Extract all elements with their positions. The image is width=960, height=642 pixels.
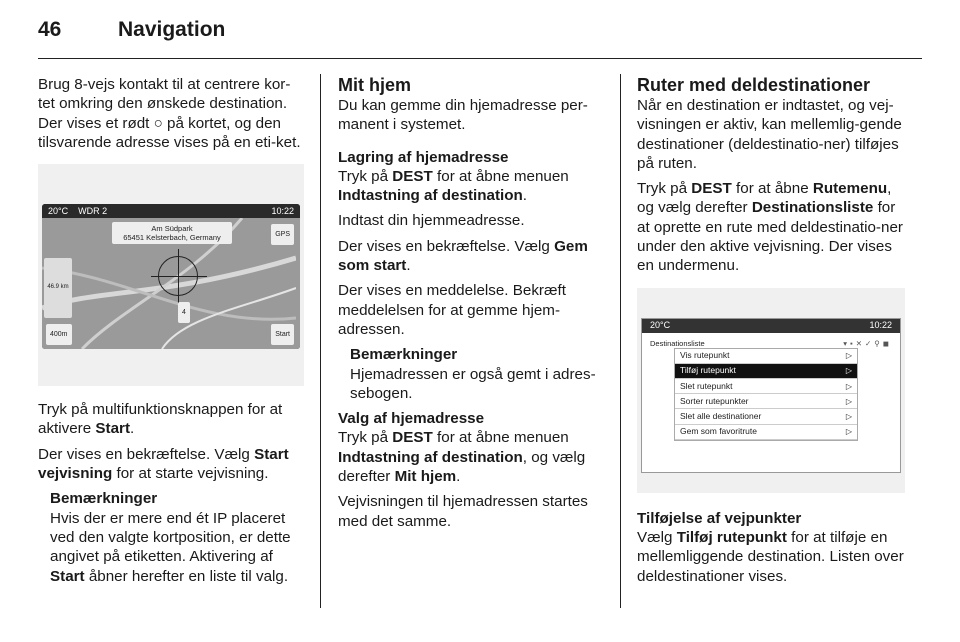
clock: 10:22 bbox=[869, 320, 892, 331]
paragraph: Tryk på multifunktionsknappen for at aktivere Start. bbox=[38, 401, 283, 438]
page-title: Navigation bbox=[118, 18, 226, 41]
menu-item-label: Gem som favoritrute bbox=[680, 426, 757, 437]
column-1 bbox=[38, 75, 304, 586]
subheading: Valg af hjemadresse bbox=[338, 410, 485, 428]
chevron-right-icon: ▷ bbox=[845, 396, 852, 406]
page-number: 46 bbox=[38, 18, 62, 41]
menu-item-label: Sorter rutepunkter bbox=[680, 395, 749, 406]
column-divider bbox=[320, 74, 321, 608]
menu-item-label: Slet alle destinationer bbox=[680, 410, 762, 421]
note-title: Bemærkninger bbox=[350, 346, 458, 364]
paragraph: Der vises en bekræftelse. Vælg Start vejvisning for at starte vejvisning. bbox=[38, 445, 289, 483]
status-icons: ▾▪✕✓⚲◼ bbox=[843, 338, 892, 348]
map-view bbox=[42, 218, 300, 349]
map-side-panel: 46.9 km bbox=[44, 258, 72, 318]
menu-item-label: Slet rutepunkt bbox=[680, 380, 733, 391]
scale-label: 400m bbox=[46, 324, 72, 345]
note-text: Hvis der er mere end ét IP placeret ved den valgte kortposition, er dette angivet på etiketten. Aktivering af Start åbner herefter en liste til valg. bbox=[50, 509, 291, 585]
clock: 10:22 bbox=[271, 205, 294, 216]
start-button[interactable]: Start bbox=[271, 324, 294, 345]
paragraph: Tryk på DEST for at åbne Rutemenu, og vælg derefter Destinationsliste for at oprette en rute med deldestinatio-ner under den aktive vejvisning. Der vises en undermenu. bbox=[637, 180, 903, 275]
column-2 bbox=[338, 75, 604, 537]
column-3 bbox=[637, 75, 905, 592]
header-rule bbox=[38, 58, 922, 59]
paragraph: Tryk på DEST for at åbne menuen Indtastning af destination, og vælg derefter Mit hjem. bbox=[338, 429, 586, 486]
temperature: 20°C bbox=[48, 205, 69, 216]
note-text: Hjemadressen er også gemt i adres-sebogen. bbox=[350, 365, 596, 402]
gps-button[interactable]: GPS bbox=[271, 224, 294, 245]
menu-figure bbox=[637, 288, 905, 493]
menu-subtitle-bar bbox=[642, 333, 900, 348]
paragraph: Der vises en meddelelse. Bekræft meddelelsen for at gemme hjem-adressen. bbox=[338, 282, 566, 338]
menu-item[interactable] bbox=[675, 425, 857, 440]
menu-item-label: Vis rutepunkt bbox=[680, 350, 730, 361]
paragraph: Indtast din hjemmeadresse. bbox=[338, 212, 525, 230]
destination-list bbox=[674, 348, 858, 441]
paragraph: Når en destination er indtastet, og vej-visningen er aktiv, kan mellemlig-gende destinationer (deldestinatio-ner) tilføjes på ruten. bbox=[637, 97, 902, 172]
chevron-right-icon: ▷ bbox=[845, 366, 852, 376]
chevron-right-icon: ▷ bbox=[845, 411, 852, 421]
paragraph: Du kan gemme din hjemadresse per-manent i systemet. bbox=[338, 97, 588, 134]
paragraph: Brug 8-vejs kontakt til at centrere kor-tet omkring den ønskede destination. Der vises et rødt ○ på kortet, og den tilsvarende adresse vises på en eti-ket. bbox=[38, 76, 301, 151]
section-heading: Mit hjem bbox=[338, 75, 412, 95]
map-status-bar bbox=[42, 204, 300, 218]
address-label: Am Südpark 65451 Kelsterbach, Germany bbox=[112, 222, 232, 244]
chevron-right-icon: ▷ bbox=[845, 427, 852, 437]
column-divider bbox=[620, 74, 621, 608]
subheading: Lagring af hjemadresse bbox=[338, 148, 509, 166]
note bbox=[38, 489, 304, 585]
map-figure bbox=[38, 164, 304, 386]
temperature: 20°C bbox=[650, 320, 671, 331]
paragraph: Vælg Tilføj rutepunkt for at tilføje en mellemliggende destination. Listen over deldestinationer vises. bbox=[637, 528, 904, 585]
chevron-right-icon: ▷ bbox=[845, 381, 852, 391]
subheading: Tilføjelse af vejpunkter bbox=[637, 509, 802, 527]
radio-station: WDR 2 bbox=[78, 205, 108, 216]
page-header bbox=[38, 18, 225, 48]
menu-status-bar bbox=[642, 319, 900, 333]
crosshair-icon bbox=[158, 256, 198, 296]
section-heading: Ruter med deldestinationer bbox=[637, 75, 871, 95]
paragraph: Der vises en bekræftelse. Vælg Gem som start. bbox=[338, 237, 588, 275]
chevron-right-icon: ▷ bbox=[845, 351, 852, 361]
note-title: Bemærkninger bbox=[50, 490, 158, 508]
menu-subtitle: Destinationsliste bbox=[650, 338, 705, 348]
paragraph: Vejvisningen til hjemadressen startes med det samme. bbox=[338, 493, 588, 530]
paragraph: Tryk på DEST for at åbne menuen Indtastning af destination. bbox=[338, 167, 569, 205]
menu-item-label: Tilføj rutepunkt bbox=[680, 365, 736, 376]
zoom-badge: 4 bbox=[178, 302, 190, 323]
map-screenshot bbox=[42, 204, 300, 349]
menu-screenshot bbox=[641, 318, 901, 473]
note bbox=[338, 345, 604, 403]
